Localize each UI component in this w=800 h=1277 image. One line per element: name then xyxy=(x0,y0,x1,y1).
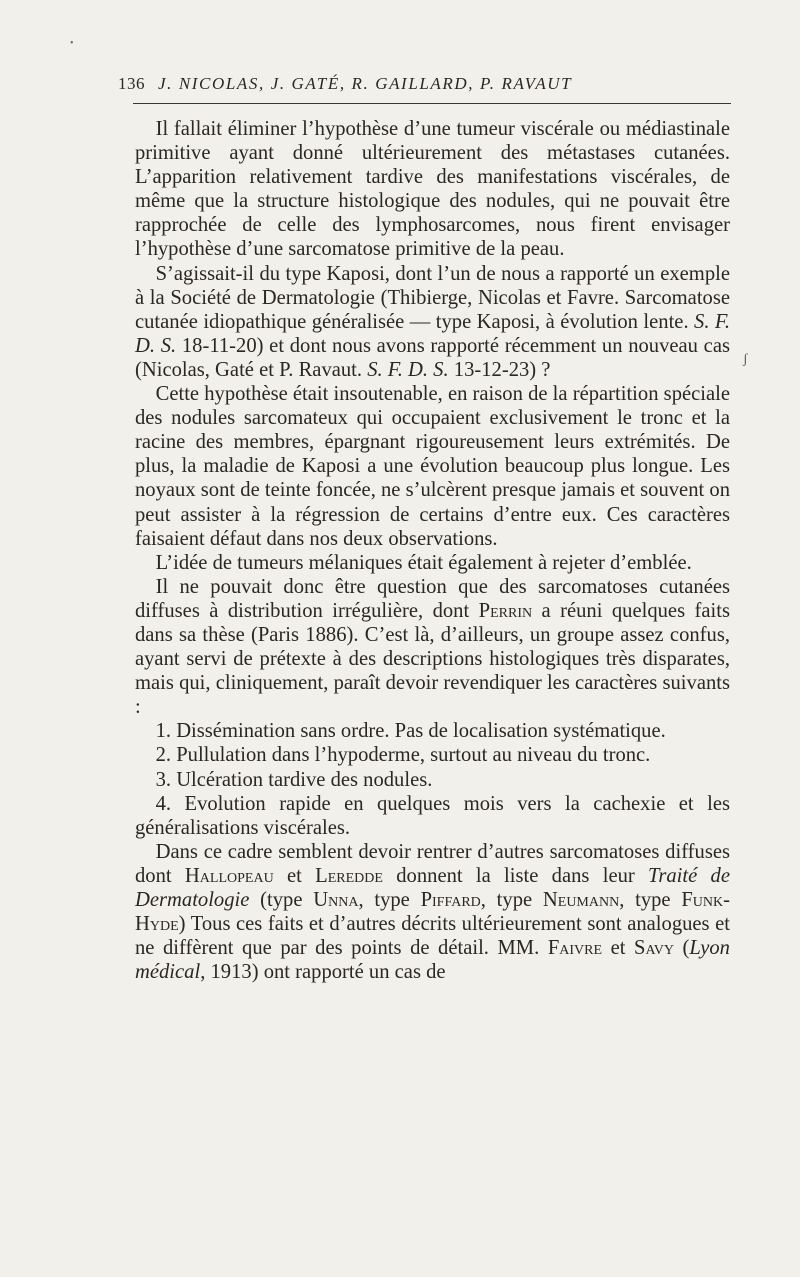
margin-mark: ʃ xyxy=(743,352,748,367)
paragraph-4: L’idée de tumeurs mélaniques était également à rejeter d’emblée. xyxy=(155,551,692,574)
page-number: 136 xyxy=(118,74,145,93)
paragraph-1: Il fallait éliminer l’hypothèse d’une tumeur viscérale ou médiastinale primitive ayant donné ultérieurement des métastases cutanées. L’apparition relativement tardive des manifestations viscérales, de même que la structure histologique des nodules, qui ne pouvait être rapprochée de celle des lymphosarcomes, nous firent envisager l’hypothèse d’une sarcomatose primitive de la peau. xyxy=(135,118,730,261)
journal-abbrev: S. F. D. S. xyxy=(135,310,730,357)
journal-abbrev: S. F. D. S. xyxy=(367,358,449,381)
speck-mark: • xyxy=(70,38,74,49)
paragraph-3: Cette hypothèse était insoutenable, en raison de la répartition spéciale des nodules sarcomateux qui occupaient exclusivement le tronc et la racine des membres, épargnant rigoureusement leurs extrémités. De plus, la maladie de Kaposi a une évolution beaucoup plus longue. Les noyaux sont de teinte foncée, ne s’ulcèrent presque jamais et souvent on peut assister à la régression de certains d’entre eux. Ces caractères faisaient défaut dans nos deux observations. xyxy=(135,383,730,550)
paragraph-2: S’agissait-il du type Kaposi, dont l’un de nous a rapporté un exemple à la Société de Dermatologie (Thibierge, Nicolas et Favre. Sarcomatose cutanée idiopathique généralisée — type Kaposi, à évolution lente. S. F. D. S. 18-11-20) et dont nous avons rapporté récemment un nouveau cas (Nicolas, Gaté et P. Ravaut. S. F. D. S. 13-12-23) ? xyxy=(135,262,730,381)
paragraph-6: Dans ce cadre semblent devoir rentrer d’autres sarcomatoses diffuses dont Hallopeau et Leredde donnent la liste dans leur Traité de Dermatologie (type Unna, type Piffard, type Neumann, type Funk-Hyde) Tous ces faits et d’autres décrits ultérieurement sont analogues et ne diffèrent que par des points de détail. MM. Faivre et Savy (Lyon médical, 1913) ont rapporté un cas de xyxy=(135,840,730,984)
list-item: 2. Pullulation dans l’hypoderme, surtout au niveau du tronc. xyxy=(155,744,651,767)
header-rule xyxy=(133,103,731,104)
list-item: 3. Ulcération tardive des nodules. xyxy=(155,768,433,791)
list-item: 4. Evolution rapide en quelques mois vers la cachexie et les généralisations viscérales. xyxy=(135,792,730,839)
list-item: 1. Dissémination sans ordre. Pas de localisation systématique. xyxy=(155,720,666,743)
author-name: Perrin xyxy=(478,599,533,622)
paragraph-5: Il ne pouvait donc être question que des sarcomatoses cutanées diffuses à distribution irrégulière, dont Perrin a réuni quelques faits dans sa thèse (Paris 1886). C’est là, d’ailleurs, un groupe assez confus, ayant servi de prétexte à des descriptions histologiques très disparates, mais qui, cliniquement, paraît devoir revendiquer les caractères suivants : xyxy=(135,575,730,719)
running-header-authors: J. NICOLAS, J. GATÉ, R. GAILLARD, P. RAVAUT xyxy=(158,74,573,93)
running-header xyxy=(118,74,736,94)
body-text xyxy=(135,117,730,984)
